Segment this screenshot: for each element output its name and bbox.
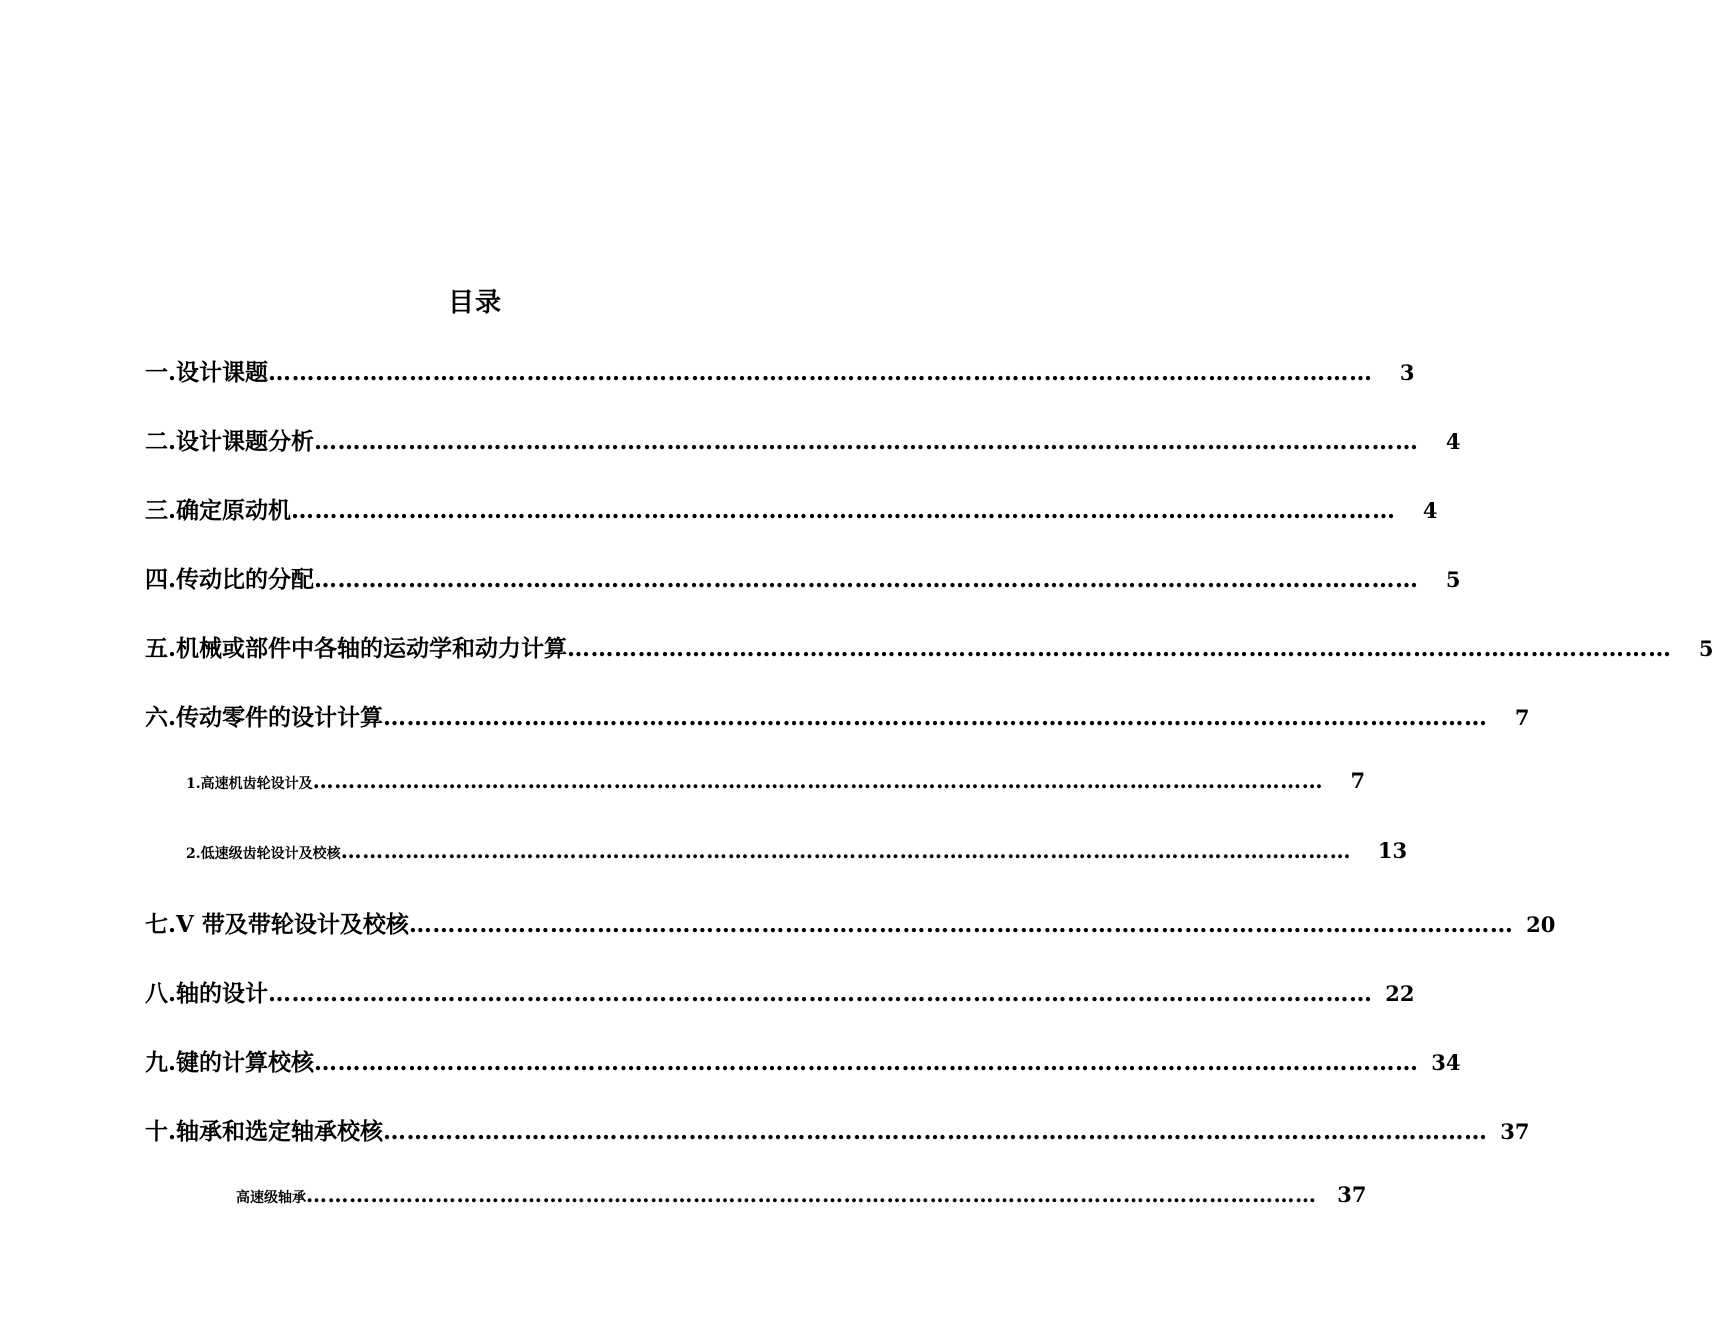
toc-subentry-1[interactable]: [186, 768, 1366, 793]
toc-subentry-3[interactable]: [236, 1182, 1367, 1207]
dot-leader: ……………………………………………………………………………………………………………………………: [408, 911, 1514, 938]
dot-leader: ……………………………………………………………………………………………………………………………: [340, 838, 1352, 863]
dot-leader: ……………………………………………………………………………………………………………………………: [314, 1049, 1419, 1076]
toc-page-number: 13: [1377, 838, 1408, 863]
toc-subentry-2[interactable]: [186, 838, 1408, 863]
toc-entry-5[interactable]: [145, 630, 1714, 663]
toc-entry-6[interactable]: [145, 699, 1530, 732]
toc-entry-label: 高速级轴承: [236, 1190, 306, 1206]
toc-entry-label: 二.设计课题分析: [145, 428, 315, 455]
toc-entry-label: 六.传动零件的设计计算: [145, 704, 384, 731]
toc-entry-label: 九.键的计算校核: [145, 1049, 315, 1076]
toc-entry-3[interactable]: [145, 492, 1438, 525]
toc-page-number: 3: [1399, 360, 1415, 385]
toc-entry-label: 八.轴的设计: [145, 980, 269, 1007]
toc-entry-1[interactable]: [145, 354, 1415, 387]
dot-leader: ……………………………………………………………………………………………………………………………: [383, 704, 1488, 731]
toc-entry-label: 四.传动比的分配: [145, 566, 315, 593]
toc-entry-label: 1.高速机齿轮设计及: [186, 776, 313, 792]
toc-entry-4[interactable]: [145, 561, 1461, 594]
dot-leader: ……………………………………………………………………………………………………………………………: [306, 1182, 1317, 1207]
toc-page-number: 5: [1698, 636, 1714, 661]
toc-entry-label: 一.设计课题: [145, 359, 269, 386]
toc-entry-7[interactable]: [145, 906, 1556, 939]
toc-page-number: 37: [1337, 1182, 1367, 1207]
toc-entry-label: 七.V 带及带轮设计及校核: [145, 911, 409, 938]
toc-page-number: 22: [1385, 981, 1415, 1006]
toc-entry-label: 十.轴承和选定轴承校核: [145, 1118, 384, 1145]
dot-leader: ……………………………………………………………………………………………………………………………: [291, 497, 1396, 524]
toc-page-number: 7: [1350, 768, 1366, 793]
dot-leader: ……………………………………………………………………………………………………………………………: [567, 635, 1672, 662]
toc-entry-label: 五.机械或部件中各轴的运动学和动力计算: [145, 635, 568, 662]
toc-page-number: 37: [1500, 1119, 1530, 1144]
toc-page-number: 5: [1445, 567, 1461, 592]
toc-entry-label: 2.低速级齿轮设计及校核: [186, 846, 341, 862]
toc-entry-2[interactable]: [145, 423, 1461, 456]
dot-leader: ……………………………………………………………………………………………………………………………: [268, 359, 1373, 386]
toc-page-number: 34: [1431, 1050, 1461, 1075]
toc-page-number: 4: [1445, 429, 1461, 454]
toc-entry-label: 三.确定原动机: [145, 497, 292, 524]
dot-leader: ……………………………………………………………………………………………………………………………: [314, 428, 1419, 455]
toc-page-number: 4: [1422, 498, 1438, 523]
toc-title: 目录: [447, 288, 502, 318]
dot-leader: ……………………………………………………………………………………………………………………………: [312, 768, 1324, 793]
toc-page-number: 20: [1526, 912, 1556, 937]
toc-page-number: 7: [1514, 705, 1530, 730]
toc-entry-10[interactable]: [145, 1113, 1530, 1146]
dot-leader: ……………………………………………………………………………………………………………………………: [268, 980, 1373, 1007]
toc-entry-8[interactable]: [145, 975, 1415, 1008]
dot-leader: ……………………………………………………………………………………………………………………………: [314, 566, 1419, 593]
dot-leader: ……………………………………………………………………………………………………………………………: [383, 1118, 1488, 1145]
toc-entry-9[interactable]: [145, 1044, 1461, 1077]
